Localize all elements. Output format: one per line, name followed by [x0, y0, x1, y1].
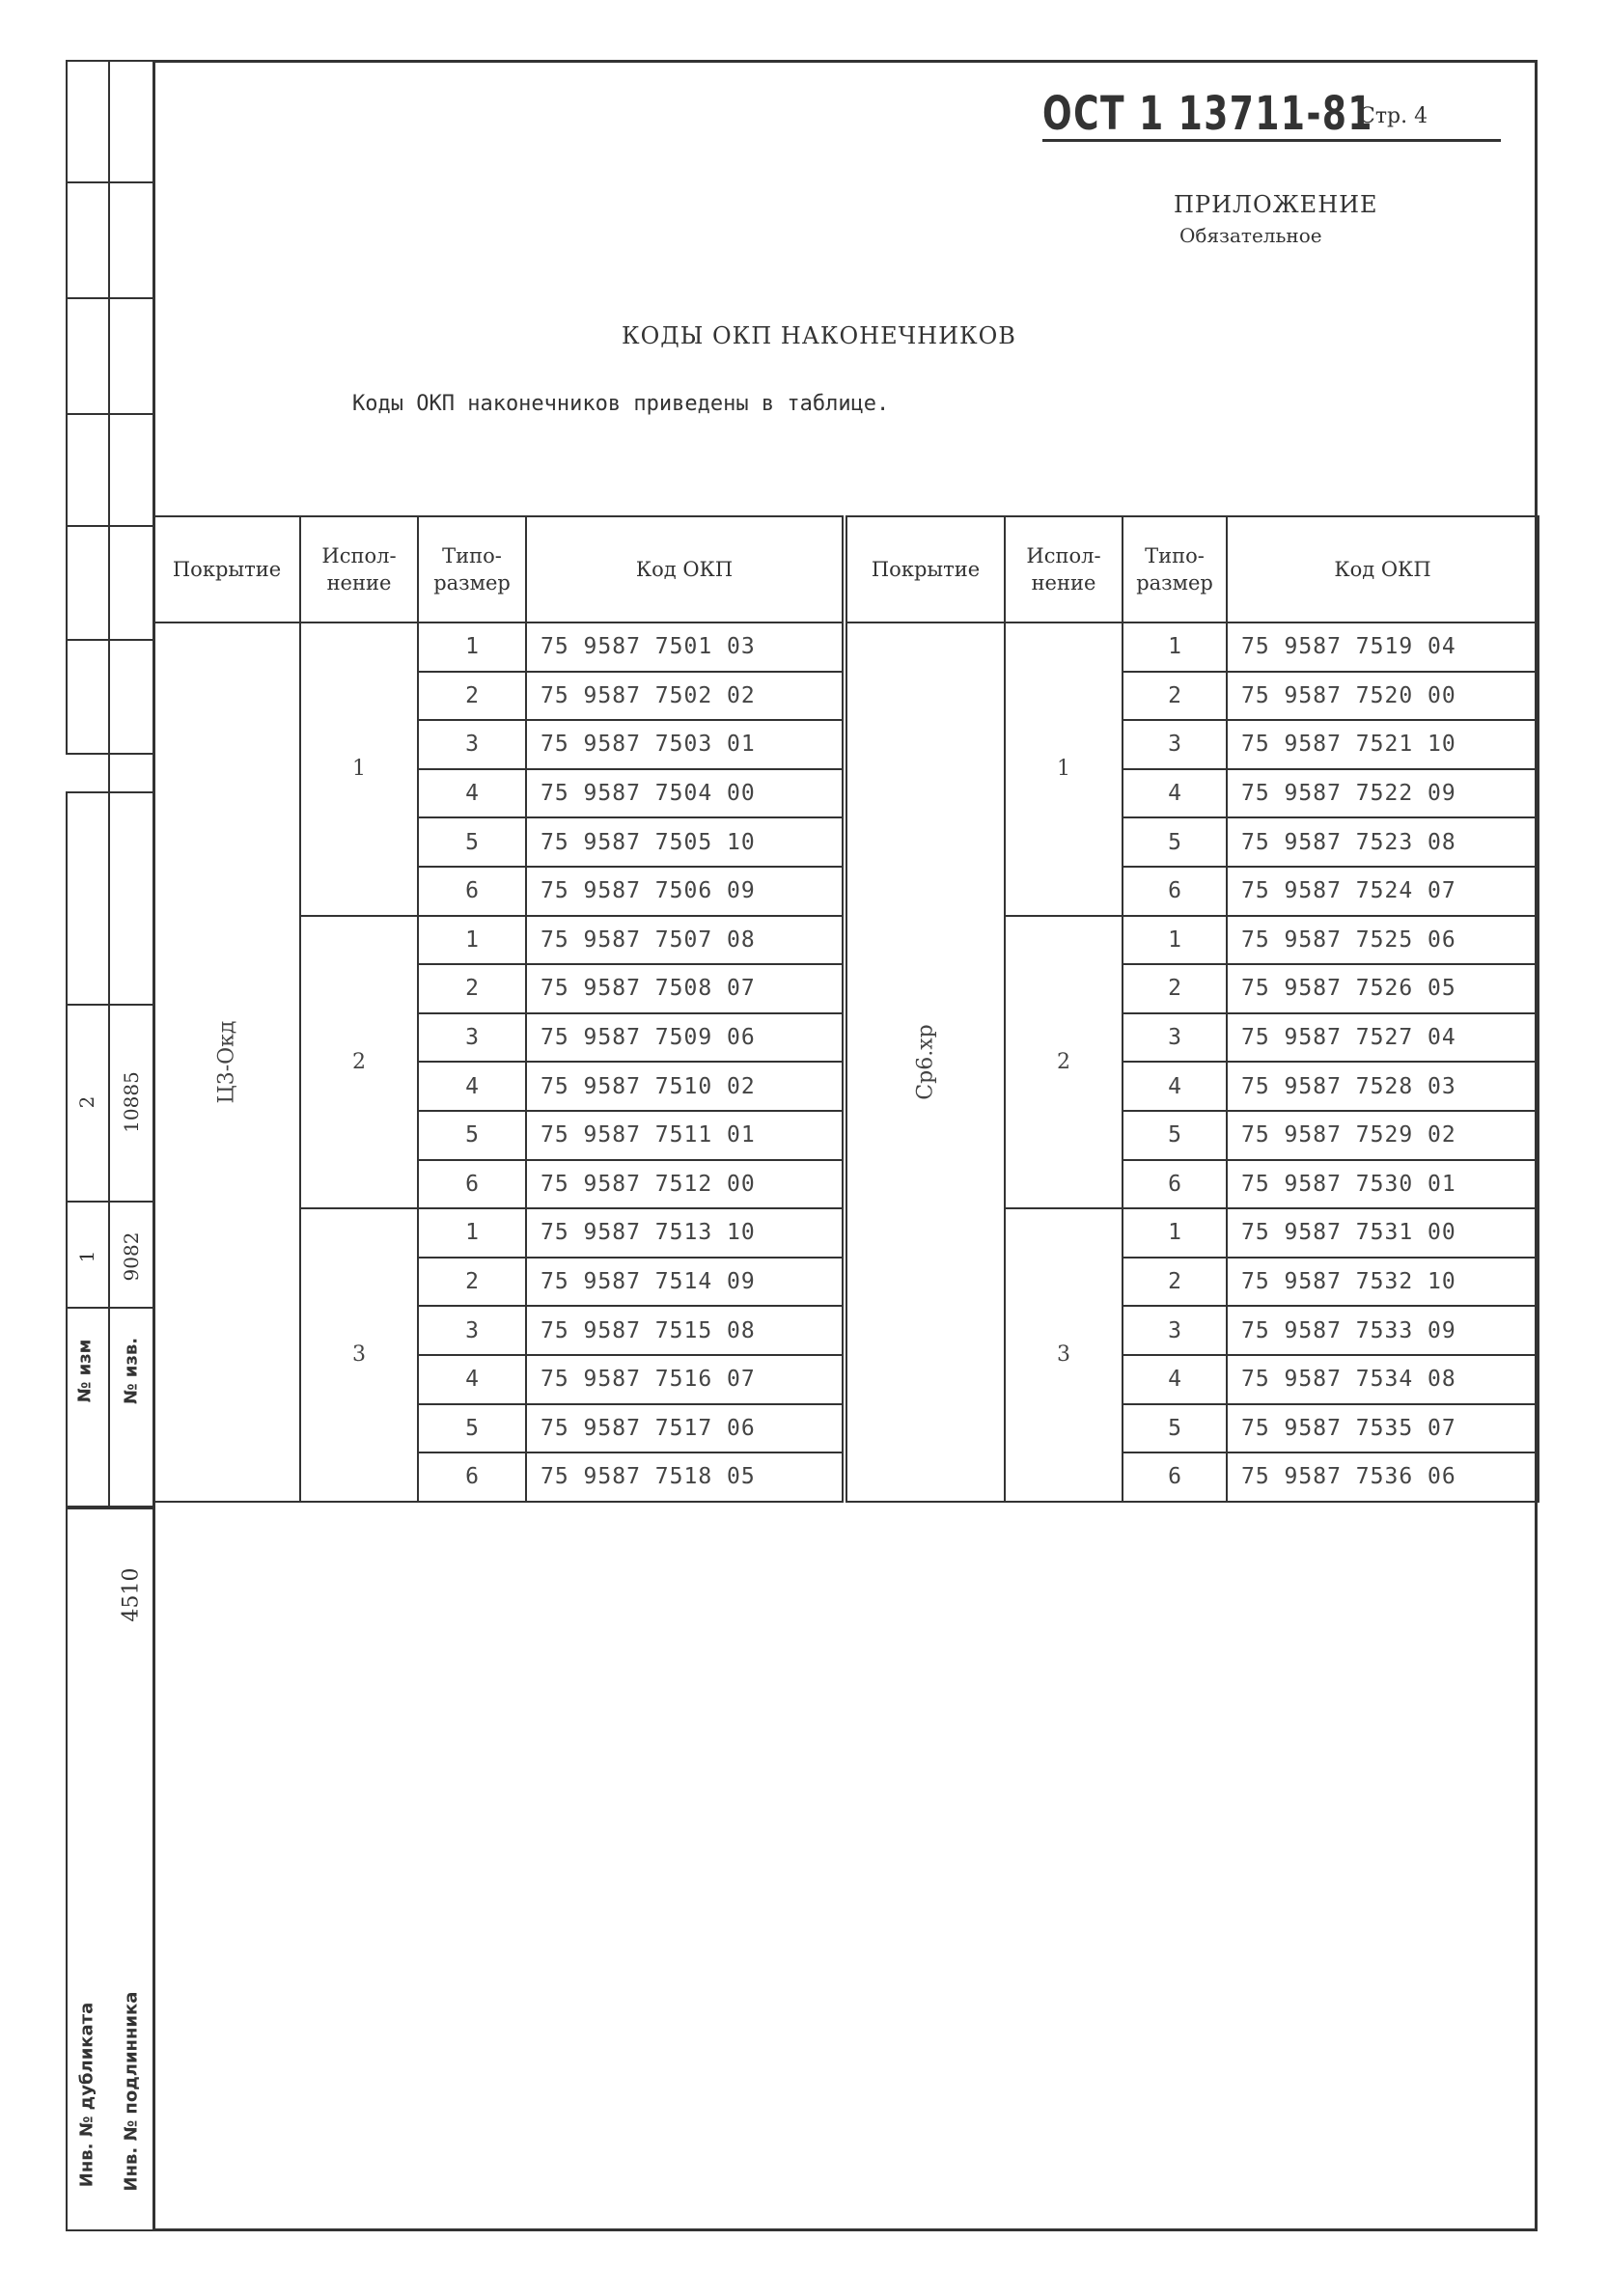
code-cell: 75 9587 7524 07: [1227, 867, 1539, 916]
coating-label: Ц3-Окд: [214, 1020, 239, 1104]
size-cell: 4: [418, 769, 526, 818]
code-cell: 75 9587 7532 10: [1227, 1258, 1539, 1307]
size-cell: 2: [1123, 672, 1227, 721]
margin-rule: [66, 181, 154, 183]
size-cell: 2: [1123, 964, 1227, 1013]
coating-cell: [845, 622, 1005, 1502]
execution-cell: 2: [300, 916, 418, 1209]
size-cell: 4: [418, 1062, 526, 1111]
code-cell: 75 9587 7513 10: [526, 1208, 845, 1258]
table-row: [153, 622, 1539, 672]
code-cell: 75 9587 7515 08: [526, 1306, 845, 1355]
size-cell: 3: [1123, 720, 1227, 769]
execution-cell: 3: [300, 1208, 418, 1502]
header-coating: Покрытие: [153, 516, 300, 622]
size-cell: 6: [1123, 867, 1227, 916]
margin-rule: [66, 639, 154, 641]
page-number: Стр. 4: [1359, 104, 1428, 128]
code-cell: 75 9587 7502 02: [526, 672, 845, 721]
size-cell: 3: [1123, 1013, 1227, 1063]
code-cell: 75 9587 7507 08: [526, 916, 845, 965]
execution-cell: 2: [1005, 916, 1123, 1209]
standard-number: ОСТ 1 13711-81: [1042, 87, 1373, 141]
execution-cell: 3: [1005, 1208, 1123, 1502]
size-cell: 3: [418, 1013, 526, 1063]
code-cell: 75 9587 7528 03: [1227, 1062, 1539, 1111]
size-cell: 5: [1123, 1111, 1227, 1160]
code-cell: 75 9587 7508 07: [526, 964, 845, 1013]
size-cell: 5: [418, 817, 526, 867]
okp-codes-table: [152, 515, 1539, 1503]
code-cell: 75 9587 7522 09: [1227, 769, 1539, 818]
execution-cell: 1: [300, 622, 418, 916]
size-cell: 6: [1123, 1160, 1227, 1209]
size-cell: 4: [1123, 1355, 1227, 1404]
code-cell: 75 9587 7525 06: [1227, 916, 1539, 965]
document-title: КОДЫ ОКП НАКОНЕЧНИКОВ: [622, 322, 1016, 349]
size-cell: 2: [418, 964, 526, 1013]
code-cell: 75 9587 7531 00: [1227, 1208, 1539, 1258]
code-cell: 75 9587 7527 04: [1227, 1013, 1539, 1063]
coating-cell: [153, 622, 300, 1502]
size-cell: 3: [418, 720, 526, 769]
code-cell: 75 9587 7533 09: [1227, 1306, 1539, 1355]
header-size: Типо- размер: [1123, 516, 1227, 622]
code-cell: 75 9587 7503 01: [526, 720, 845, 769]
margin-original-label: Инв. № подлинника: [121, 1991, 142, 2192]
size-cell: 2: [1123, 1258, 1227, 1307]
size-cell: 6: [418, 1452, 526, 1502]
code-cell: 75 9587 7519 04: [1227, 622, 1539, 672]
size-cell: 3: [418, 1306, 526, 1355]
size-cell: 5: [418, 1404, 526, 1453]
margin-change-label: № изм: [74, 1339, 96, 1403]
code-cell: 75 9587 7521 10: [1227, 720, 1539, 769]
code-cell: 75 9587 7516 07: [526, 1355, 845, 1404]
size-cell: 6: [418, 1160, 526, 1209]
code-cell: 75 9587 7505 10: [526, 817, 845, 867]
code-cell: 75 9587 7506 09: [526, 867, 845, 916]
margin-change-2: 2: [75, 1095, 98, 1109]
code-cell: 75 9587 7518 05: [526, 1452, 845, 1502]
size-cell: 1: [1123, 1208, 1227, 1258]
header-code: Код ОКП: [1227, 516, 1539, 622]
header-underline: [1042, 139, 1501, 142]
margin-notice-1: 9082: [120, 1231, 143, 1282]
size-cell: 1: [418, 622, 526, 672]
code-cell: 75 9587 7512 00: [526, 1160, 845, 1209]
margin-rule: [66, 1201, 154, 1203]
code-cell: 75 9587 7504 00: [526, 769, 845, 818]
header-coating: Покрытие: [845, 516, 1005, 622]
margin-notice-label: № изв.: [121, 1337, 142, 1405]
execution-cell: 1: [1005, 622, 1123, 916]
size-cell: 1: [418, 1208, 526, 1258]
size-cell: 5: [418, 1111, 526, 1160]
margin-rule: [66, 525, 154, 527]
size-cell: 4: [418, 1355, 526, 1404]
code-cell: 75 9587 7529 02: [1227, 1111, 1539, 1160]
table-header-row: [153, 516, 1539, 622]
size-cell: 6: [418, 867, 526, 916]
header-execution: Испол- нение: [300, 516, 418, 622]
document-intro: Коды ОКП наконечников приведены в таблице.: [352, 392, 890, 416]
header-code: Код ОКП: [526, 516, 845, 622]
code-cell: 75 9587 7523 08: [1227, 817, 1539, 867]
code-cell: 75 9587 7536 06: [1227, 1452, 1539, 1502]
code-cell: 75 9587 7509 06: [526, 1013, 845, 1063]
margin-rule: [66, 297, 154, 299]
margin-rule: [66, 1307, 154, 1309]
size-cell: 5: [1123, 817, 1227, 867]
code-cell: 75 9587 7511 01: [526, 1111, 845, 1160]
size-cell: 3: [1123, 1306, 1227, 1355]
size-cell: 6: [1123, 1452, 1227, 1502]
size-cell: 2: [418, 1258, 526, 1307]
code-cell: 75 9587 7517 06: [526, 1404, 845, 1453]
size-cell: 1: [1123, 916, 1227, 965]
code-cell: 75 9587 7534 08: [1227, 1355, 1539, 1404]
code-cell: 75 9587 7501 03: [526, 622, 845, 672]
code-cell: 75 9587 7514 09: [526, 1258, 845, 1307]
margin-duplicate-label: Инв. № дубликата: [76, 2002, 97, 2188]
margin-notice-2: 10885: [120, 1071, 143, 1133]
size-cell: 1: [418, 916, 526, 965]
coating-label: Ср6.хр: [913, 1024, 938, 1101]
code-cell: 75 9587 7520 00: [1227, 672, 1539, 721]
size-cell: 4: [1123, 1062, 1227, 1111]
code-cell: 75 9587 7530 01: [1227, 1160, 1539, 1209]
margin-original-value: 4510: [119, 1567, 144, 1622]
code-cell: 75 9587 7510 02: [526, 1062, 845, 1111]
code-cell: 75 9587 7535 07: [1227, 1404, 1539, 1453]
size-cell: 2: [418, 672, 526, 721]
margin-change-1: 1: [75, 1250, 98, 1263]
margin-rule: [66, 1004, 154, 1006]
margin-rule: [66, 413, 154, 415]
size-cell: 5: [1123, 1404, 1227, 1453]
header-size: Типо- размер: [418, 516, 526, 622]
size-cell: 4: [1123, 769, 1227, 818]
appendix-title: ПРИЛОЖЕНИЕ: [1174, 191, 1378, 218]
header-execution: Испол- нение: [1005, 516, 1123, 622]
code-cell: 75 9587 7526 05: [1227, 964, 1539, 1013]
appendix-subtitle: Обязательное: [1179, 224, 1322, 247]
size-cell: 1: [1123, 622, 1227, 672]
